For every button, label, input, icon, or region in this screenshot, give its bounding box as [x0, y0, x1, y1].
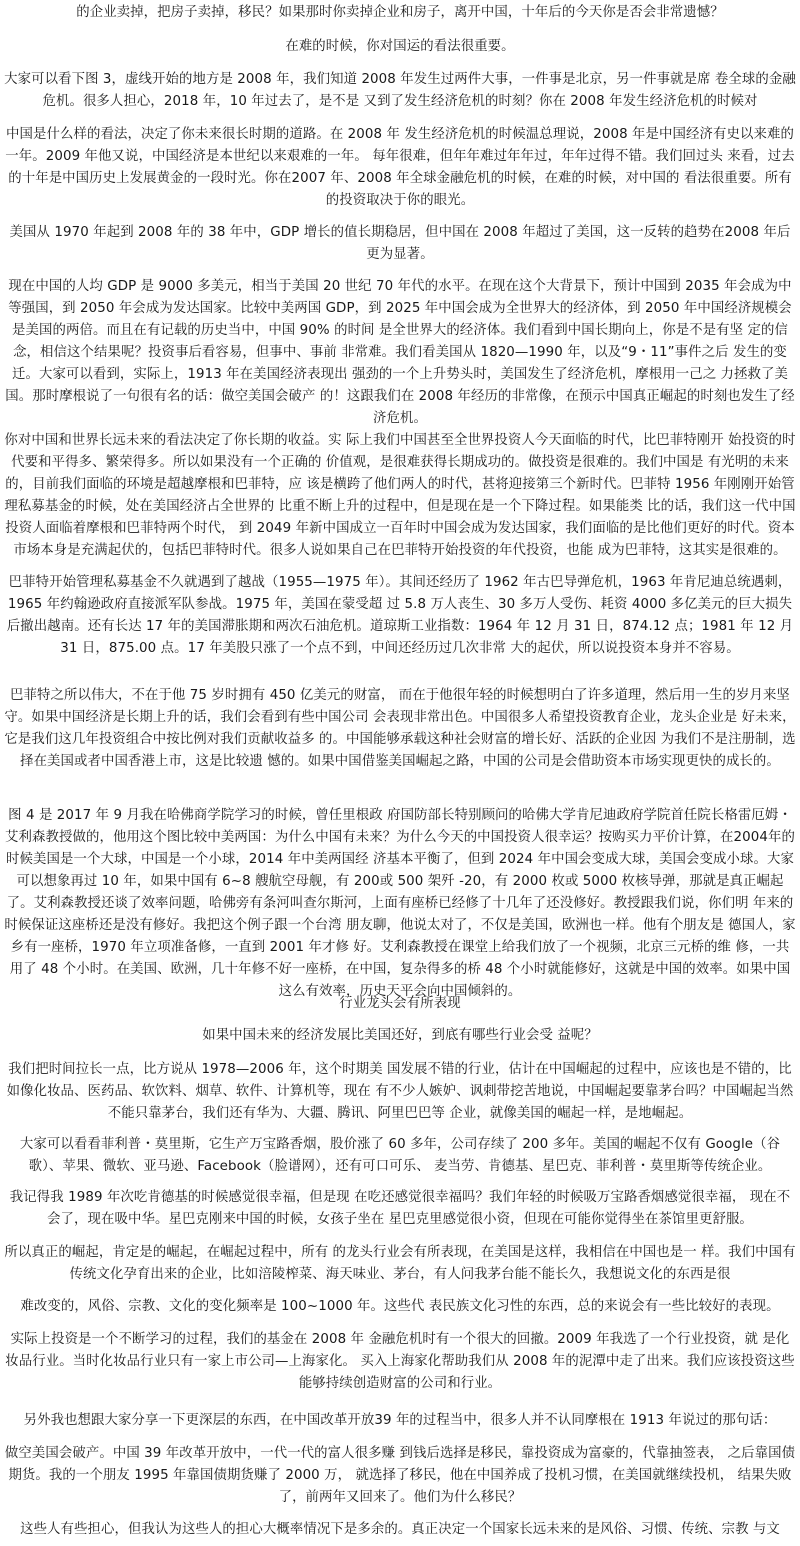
paragraph: 难改变的，风俗、宗教、文化的变化频率是 100~1000 年。这些代 表民族文化习性的东西，总的来说会有一些比较好的表现。 [20, 1299, 780, 1314]
paragraph: 如果中国未来的经济发展比美国还好，到底有哪些行业会受 益呢？ [202, 1028, 598, 1043]
paragraph: 美国从 1970 年起到 2008 年的 38 年中，GDP 增长的值长期稳居，但中国在 2008 年超过了美国，这一反转的趋势在2008 年后更为显著。 [9, 225, 791, 262]
paragraph: 中国是什么样的看法，决定了你未来很长时期的道路。在 2008 年 发生经济危机的时候温总理说，2008 年是中国经济有史以来难的一年。2009 年他又说，中国经济是本世纪以来艰难的一年。 每年很难，但年年难过年年过，年年过得不错。我们回过头 来看，过去的十年是中国历史上发展黄金的一段时光。你在2007 年、2008 年全球金融危机的时候，在难的时候，对中国的 看法很重要。所有的投资取决于你的眼光。 [5, 127, 795, 208]
paragraph: 我们把时间拉长一点，比方说从 1978—2006 年，这个时期美 国发展不错的行业，估计在中国崛起的过程中，应该也是不错的，比如像化妆品、医药品、软饮料、烟草、软件、计算机等，现在 有不少人嫉妒、讽刺带挖苦地说，中国崛起要靠茅台吗？中国崛起当然不能只靠茅台，我们还有华为、大疆、腾讯、阿里巴巴等 企业，就像美国的崛起一样，是地崛起。 [6, 1062, 794, 1121]
paragraph: 我记得我 1989 年次吃肯德基的时候感觉很幸福，但是现 在吃还感觉很幸福吗？我们年轻的时候吸万宝路香烟感觉很幸福， 现在不会了，现在吸中华。星巴克刚来中国的时候，女孩子坐在 星巴克里感觉很小资，但现在可能你觉得坐在茶馆里更舒服。 [9, 1190, 791, 1227]
paragraph: 的企业卖掉，把房子卖掉，移民？如果那时你卖掉企业和房子，离开中国，十年后的今天你是否会非常遗憾？ [76, 5, 724, 20]
paragraph: 现在中国的人均 GDP 是 9000 多美元，相当于美国 20 世纪 70 年代的水平。在现在这个大背景下，预计中国到 2035 年会成为中等强国，到 2050 年会成为发达国家。比较中美两国 GDP，到 2025 年中国会成为全世界大的经济体，到 2050 年中国经济规模会是美国的两倍。而且在有记载的历史当中，中国 90% 的时间 是全世界大的经济体。我们看到中国长期向上，你是不是有坚 定的信念，相信这个结果呢？投资事后看容易，但事中、事前 非常难。我们看美国从 1820—1990 年，以及“9・11”事件之后 发生的变迁。大家可以看到，实际上，1913 年在美国经济表现出 强劲的一个上升势头时，美国发生了经济危机，摩根用一己之 力拯救了美国。那时摩根说了一句很有名的话：做空美国会破产 的！这跟我们在 2008 年经历的非常像，在预示中国真正崛起的时刻也发生了经济危机。 [5, 279, 795, 426]
paragraph: 大家可以看看菲利普・莫里斯，它生产万宝路香烟，股价涨了 60 多年，公司存续了 200 多年。美国的崛起不仅有 Google（谷歌）、苹果、微软、亚马逊、Facebook（脸谱网），还有可口可乐、 麦当劳、肯德基、星巴克、菲利普・莫里斯等传统企业。 [19, 1137, 781, 1174]
paragraph: 图 4 是 2017 年 9 月我在哈佛商学院学习的时候，曾任里根政 府国防部长特别顾问的哈佛大学肯尼迪政府学院首任院长格雷厄姆・艾利森教授做的，他用这个图比较中美两国：为什么中国有未来？为什么今天的中国投资人很幸运？按购买力平价计算，在2004年的时候美国是一个大球，中国是一个小球，2014 年中美两国经 济基本平衡了，但到 2024 年中国会变成大球，美国会变成小球。大家可以想象再过 10 年，如果中国有 6~8 艘航空母舰，有 200或 500 架歼 -20，有 2000 枚或 5000 枚核导弹，那就是真正崛起了。艾利森教授还谈了效率问题，哈佛旁有条河叫查尔斯河，上面有座桥已经修了十几年了还没修好。教授跟我们说，你们明 年来的时候保证这座桥还是没有修好。我把这个例子跟一个台湾 朋友聊，他说太对了，不仅是美国，欧洲也一样。他有个朋友是 德国人，家乡有一座桥，1970 年立项准备修，一直到 2001 年才修 好。艾利森教授在课堂上给我们放了一个视频，北京三元桥的维 修，一共用了 48 个小时。在美国、欧洲，几十年修不好一座桥，在中国，复杂得多的桥 48 个小时就能修好，这就是中国的效率。如果中国这么有效率，历史天平会向中国倾斜的。 [4, 808, 796, 999]
paragraph: 实际上投资是一个不断学习的过程，我们的基金在 2008 年 金融危机时有一个很大的回撤。2009 年我选了一个行业投资，就 是化妆品行业。当时化妆品行业只有一家上市公司—上海家化。 买入上海家化帮助我们从 2008 年的泥潭中走了出来。我们应该投资这些能够持续创造财富的公司和行业。 [5, 1332, 795, 1391]
paragraph: 在难的时候，你对国运的看法很重要。 [285, 39, 515, 54]
section-heading: 行业龙头会有所表现 [339, 996, 461, 1011]
paragraph: 大家可以看下图 3，虚线开始的地方是 2008 年，我们知道 2008 年发生过两件大事，一件事是北京，另一件事就是席 卷全球的金融危机。很多人担心，2018 年，10 年过去了，是不是 又到了发生经济危机的时刻？你在 2008 年发生经济危机的时候对 [4, 72, 796, 109]
paragraph: 所以真正的崛起，肯定是的崛起，在崛起过程中，所有 的龙头行业会有所表现，在美国是这样，我相信在中国也是一 样。我们中国有传统文化孕育出来的企业，比如涪陵榨菜、海天味业、茅台，有人问我茅台能不能长久，我想说文化的东西是很 [4, 1245, 796, 1282]
paragraph: 你对中国和世界长远未来的看法决定了你长期的收益。实 际上我们中国甚至全世界投资人今天面临的时代，比巴菲特刚开 始投资的时代要和平得多、繁荣得多。所以如果没有一个正确的 价值观，是很难获得长期成功的。做投资是很难的。我们中国是 有光明的未来的，目前我们面临的环境是超越摩根和巴菲特，应 该是横跨了他们两人的时代，甚将迎接第三个新时代。巴菲特 1956 年刚刚开始管理私募基金的时候，处在美国经济占全世界的 比重不断上升的过程中，但是现在是一个下降过程。如果能类 比的话，我们这一代中国投资人面临着摩根和巴菲特两个时代， 到 2049 年新中国成立一百年时中国会成为发达国家，我们面临的是比他们更好的时代。资本市场本身是充满起伏的，包括巴菲特时代。很多人说如果自己在巴菲特开始投资的年代投资，也能 成为巴菲特，这其实是很难的。 [4, 433, 796, 558]
paragraph: 另外我也想跟大家分享一下更深层的东西，在中国改革开放39 年的过程当中，很多人并不认同摩根在 1913 年说过的那句话： [23, 1413, 777, 1428]
paragraph: 这些人有些担心，但我认为这些人的担心大概率情况下是多余的。真正决定一个国家长远未来的是风俗、习惯、传统、宗教 与文 [20, 1522, 780, 1537]
paragraph: 巴菲特之所以伟大，不在于他 75 岁时拥有 450 亿美元的财富， 而在于他很年轻的时候想明白了许多道理，然后用一生的岁月来坚守。如果中国经济是长期上升的话，我们会看到有些中国公司 会表现非常出色。中国很多人希望投资教育企业，龙头企业是 好未来，它是我们这几年投资组合中按比例对我们贡献收益多 的。中国能够承载这种社会财富的增长好、活跃的企业因 为我们不是注册制，选择在美国或者中国香港上市，这是比较遗 憾的。如果中国借鉴美国崛起之路，中国的公司是会借助资本市场实现更快的成长的。 [4, 688, 796, 769]
paragraph: 做空美国会破产。中国 39 年改革开放中，一代一代的富人很多赚 到钱后选择是移民，靠投资成为富豪的，代靠抽签表， 之后靠国债期货。我的一个朋友 1995 年靠国债期货赚了 2000 万， 就选择了移民，他在中国养成了投机习惯，在美国就继续投机， 结果失败了，前两年又回来了。他们为什么移民？ [4, 1446, 796, 1505]
paragraph: 巴菲特开始管理私募基金不久就遇到了越战（1955—1975 年）。其间还经历了 1962 年古巴导弹危机，1963 年肯尼迪总统遇刺，1965 年约翰逊政府直接派军队参战。1975 年，美国在蒙受超 过 5.8 万人丧生、30 多万人受伤、耗资 4000 多亿美元的巨大损失后撤出越南。还有长达 17 年的美国滞胀期和两次石油危机。道琼斯工业指数：1964 年 12 月 31 日，874.12 点；1981 年 12 月 31 日，875.00 点。17 年美股只涨了一个点不到，中间还经历过几次非常 大的起伏，所以说投资本身并不容易。 [6, 575, 794, 656]
